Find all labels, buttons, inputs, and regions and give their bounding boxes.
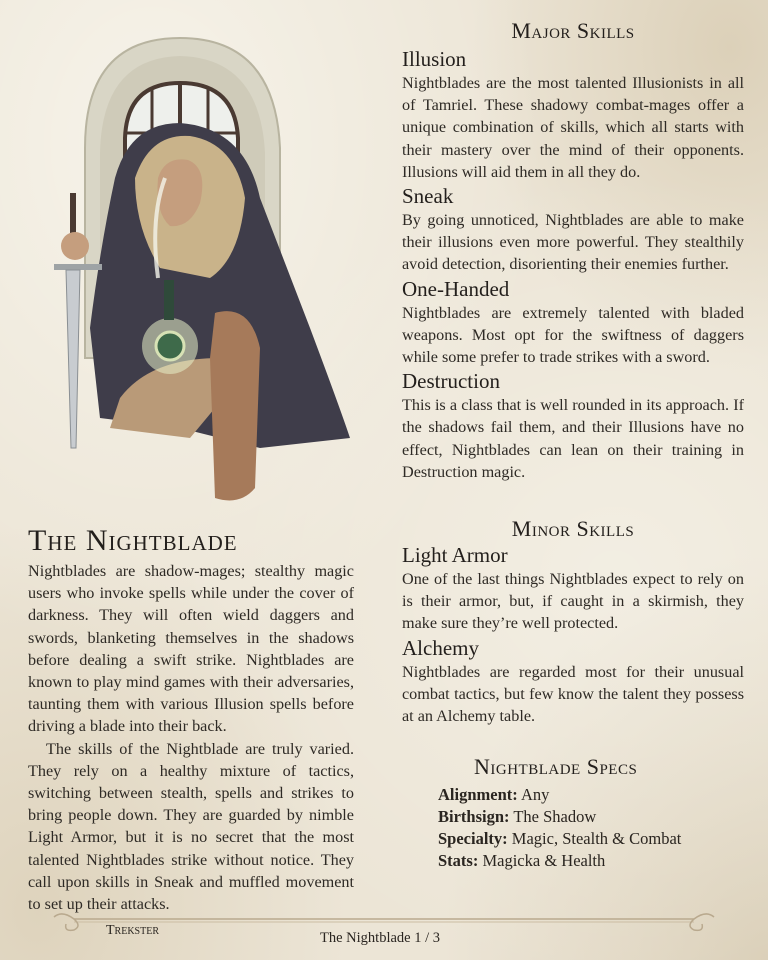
spec-birthsign — [438, 806, 738, 828]
intro-text — [28, 560, 354, 915]
spec-value: Magicka & Health — [482, 851, 606, 870]
skill-name: One-Handed — [402, 276, 510, 301]
illustration-image — [40, 28, 360, 510]
footer-author: Trekster — [106, 923, 159, 938]
skill-name: Light Armor — [402, 543, 508, 567]
skill-name: Sneak — [402, 184, 454, 209]
spec-value: The Shadow — [513, 807, 597, 826]
skill-destruction — [402, 368, 744, 483]
skill-alchemy — [402, 635, 744, 728]
skill-description: Nightblades are regarded most for their unusual combat tactics, but few know the talent they possess at an Alchemy table. — [402, 662, 744, 726]
intro-paragraph-2: The skills of the Nightblade are truly varied. They rely on a healthy mixture of tactics, switching between stealth, spells and strikes to bring people down. They are guarded by nimble Light Armor, but it is no secret that the most talented Nightblades strike without notice. They call upon skills in Sneak and muffled movement to set up their attacks. — [28, 739, 354, 914]
skill-description: One of the last things Nightblades expect to rely on is their armor, but, if caught in a skirmish, they make sure they’re well protected. — [402, 570, 744, 633]
spec-label: Stats: — [438, 851, 479, 870]
page-title: The Nightblade — [28, 524, 238, 557]
spec-label: Alignment: — [438, 785, 518, 804]
specs-section — [438, 754, 738, 872]
specs-heading: Nightblade Specs — [474, 754, 638, 779]
skill-sneak — [402, 183, 744, 276]
skill-description: Nightblades are extremely talented with bladed weapons. Most opt for the swiftness of daggers while some prefer to trade strikes with a sword. — [402, 303, 744, 367]
spec-value: Magic, Stealth & Combat — [511, 829, 682, 848]
skill-description: This is a class that is well rounded in its approach. If the shadows fail them, and their Illusions have no effect, Nightblades can lean on their training in Destruction magic. — [402, 396, 744, 481]
skill-one-handed — [402, 276, 744, 369]
minor-skills-heading: Minor Skills — [511, 516, 635, 541]
major-skills-section — [402, 18, 744, 483]
nightblade-illustration — [40, 28, 360, 510]
spec-label: Birthsign: — [438, 807, 510, 826]
minor-skills-section — [402, 516, 744, 727]
spec-label: Specialty: — [438, 829, 508, 848]
footer-page-number: The Nightblade 1 / 3 — [320, 930, 441, 946]
skill-illusion — [402, 46, 744, 183]
skill-name: Illusion — [402, 47, 467, 71]
spec-specialty — [438, 828, 738, 850]
major-skills-heading: Major Skills — [511, 18, 635, 43]
skill-description: By going unnoticed, Nightblades are able to make their illusions even more powerful. They stealthily avoid detection, disorienting their enemies further. — [402, 211, 744, 274]
skill-description: Nightblades are the most talented Illusionists in all of Tamriel. These shadowy combat-mages offer a unique combination of skills, which all starts with their mastery over the mind of their opponents. Illusions will aid them in all they do. — [402, 74, 744, 181]
spec-value: Any — [520, 785, 550, 804]
skill-name: Destruction — [402, 369, 500, 394]
skill-name: Alchemy — [402, 635, 479, 660]
intro-paragraph-1: Nightblades are shadow-mages; stealthy magic users who invoke spells while under the cover of darkness. They will often wield daggers and swords, blanketing themselves in the shadows before dealing a swift strike. Nightblades are known to play mind games with their adversaries, taunting them with various Illusion spells before driving a blade into their back. — [28, 562, 354, 736]
spec-alignment — [438, 784, 738, 806]
spec-stats — [438, 850, 738, 872]
skill-light-armor — [402, 542, 744, 635]
